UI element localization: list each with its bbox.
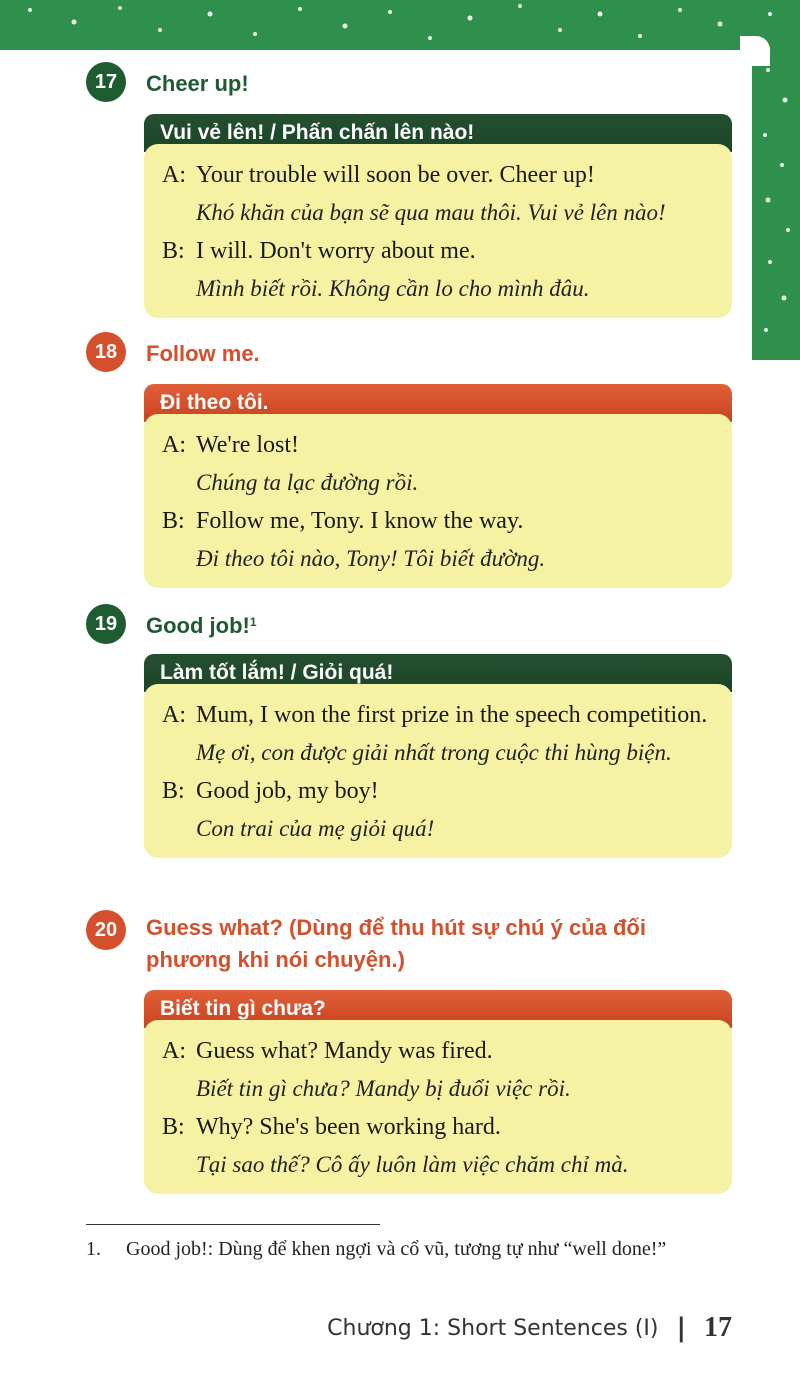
- speaker-label: B:: [162, 1114, 185, 1140]
- vietnamese-translation: Mẹ ơi, con được giải nhất trong cuộc thi hùng biện.: [196, 740, 672, 765]
- translation-band: Làm tốt lắm! / Giỏi quá!: [144, 654, 732, 692]
- dialogue-line-a: [162, 156, 718, 194]
- footnote-divider: [86, 1224, 380, 1225]
- section-number-badge: 18: [86, 332, 126, 372]
- section-title-text: Good job!: [146, 613, 250, 638]
- page-footer: [327, 1308, 732, 1348]
- translation-band: Vui vẻ lên! / Phấn chấn lên nào!: [144, 114, 732, 152]
- vietnamese-translation: Chúng ta lạc đường rồi.: [196, 470, 419, 495]
- vietnamese-translation: Mình biết rồi. Không cần lo cho mình đâu.: [196, 276, 590, 301]
- speaker-label: B:: [162, 778, 185, 804]
- footer-divider: |: [676, 1313, 686, 1343]
- dialogue-line-a: [162, 426, 718, 464]
- vietnamese-translation: Con trai của mẹ giỏi quá!: [196, 816, 435, 841]
- speaker-label: A:: [162, 432, 186, 458]
- dialogue-card: [144, 144, 732, 318]
- dialogue-line-a: [162, 696, 718, 734]
- section-number-badge: 17: [86, 62, 126, 102]
- dialogue-card: [144, 684, 732, 858]
- section-header: [84, 604, 734, 644]
- english-sentence: Your trouble will soon be over. Cheer up!: [196, 162, 595, 188]
- dialogue-line-b: [162, 502, 718, 540]
- section-header: [84, 910, 734, 982]
- phrase-section-19: [84, 604, 734, 858]
- section-title-text: Guess what? (Dùng để thu hút sự chú ý của đối phương khi nói chuyện.): [146, 915, 646, 972]
- phrase-section-17: [84, 62, 734, 318]
- translation-band: Biết tin gì chưa?: [144, 990, 732, 1028]
- footnote-marker: 1: [249, 615, 257, 629]
- english-sentence: Mum, I won the first prize in the speech competition.: [196, 702, 708, 728]
- footnote-text: Good job!: Dùng để khen ngợi và cổ vũ, tương tự như “well done!”: [126, 1238, 667, 1260]
- vietnamese-translation: Đi theo tôi nào, Tony! Tôi biết đường.: [196, 546, 546, 571]
- vietnamese-translation: Biết tin gì chưa? Mandy bị đuổi việc rồi.: [196, 1076, 571, 1101]
- section-number-badge: 20: [86, 910, 126, 950]
- translation-band: Đi theo tôi.: [144, 384, 732, 422]
- english-sentence: Good job, my boy!: [196, 778, 379, 804]
- dialogue-line-b: [162, 232, 718, 270]
- english-sentence: Guess what? Mandy was fired.: [196, 1038, 493, 1064]
- phrase-section-20: [84, 910, 734, 1194]
- dialogue-line-b: [162, 772, 718, 810]
- footnote-number: 1.: [86, 1238, 101, 1260]
- chapter-title: Chương 1: Short Sentences (I): [327, 1315, 659, 1341]
- vietnamese-translation: Khó khăn của bạn sẽ qua mau thôi. Vui vẻ lên nào!: [196, 200, 666, 225]
- section-number-badge: 19: [86, 604, 126, 644]
- dialogue-card: [144, 1020, 732, 1194]
- phrase-section-18: [84, 332, 734, 588]
- section-header: [84, 62, 734, 102]
- speaker-label: A:: [162, 702, 186, 728]
- dialogue-line-b: [162, 1108, 718, 1146]
- english-sentence: Follow me, Tony. I know the way.: [196, 508, 524, 534]
- section-title: [146, 338, 734, 370]
- footnote: [86, 1236, 734, 1263]
- speaker-label: A:: [162, 1038, 186, 1064]
- section-title-text: Cheer up!: [146, 71, 249, 96]
- page-number: 17: [704, 1312, 732, 1343]
- section-title-text: Follow me.: [146, 341, 260, 366]
- speaker-label: A:: [162, 162, 186, 188]
- section-header: [84, 332, 734, 372]
- english-sentence: We're lost!: [196, 432, 300, 458]
- dialogue-line-a: [162, 1032, 718, 1070]
- dialogue-card: [144, 414, 732, 588]
- section-title: [146, 610, 734, 642]
- english-sentence: Why? She's been working hard.: [196, 1114, 501, 1140]
- section-title: [146, 912, 734, 976]
- speaker-label: B:: [162, 508, 185, 534]
- section-title: [146, 68, 734, 100]
- english-sentence: I will. Don't worry about me.: [196, 238, 476, 264]
- vietnamese-translation: Tại sao thế? Cô ấy luôn làm việc chăm chỉ mà.: [196, 1152, 629, 1177]
- speaker-label: B:: [162, 238, 185, 264]
